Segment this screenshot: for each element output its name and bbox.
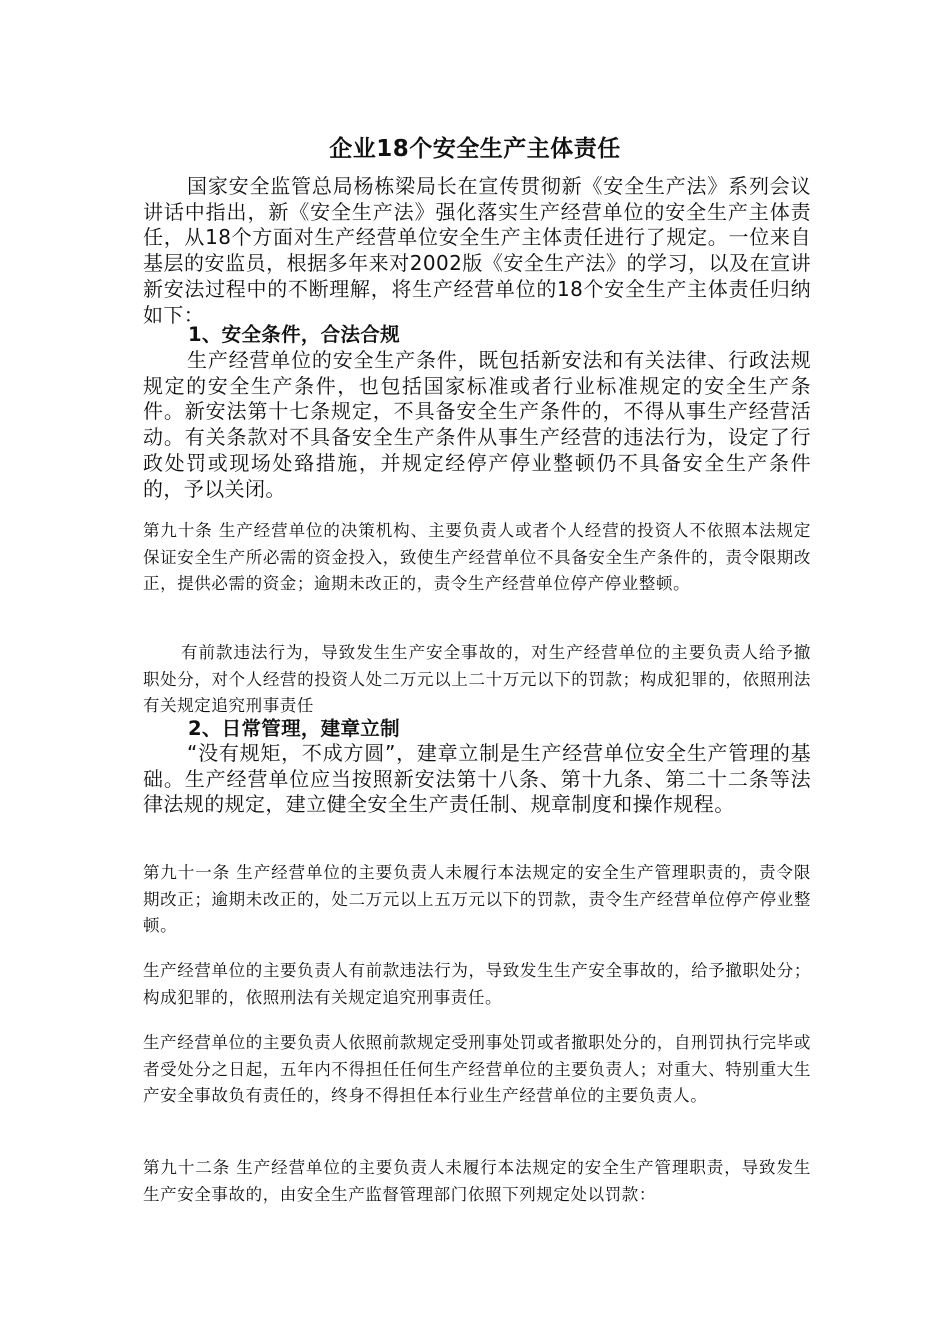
article-92-text: 第九十二条 生产经营单位的主要负责人未履行本法规定的安全生产管理职责，导致发生生产安全事故的，由安全生产监督管理部门依照下列规定处以罚款： [143,1158,811,1204]
document-title: 企业18个安全生产主体责任 [329,136,621,162]
article-91-text: 第九十一条 生产经营单位的主要负责人未履行本法规定的安全生产管理职责的，责令限期改正；逾期未改正的，处二万元以上五万元以下的罚款，责令生产经营单位停产停业整顿。 [143,863,811,935]
section-2-body: “没有规矩，不成方圆”，建章立制是生产经营单位安全生产管理的基础。生产经营单位应当按照新安法第十八条、第十九条、第二十二条等法律法规的规定，建立健全安全生产责任制、规章制度和操作规程。 [143,741,811,817]
article-90-text: 第九十条 生产经营单位的决策机构、主要负责人或者个人经营的投资人不依照本法规定保证安全生产所必需的资金投入，致使生产经营单位不具备安全生产条件的，责令限期改正，提供必需的资金；逾期未改正的，责令生产经营单位停产停业整顿。 [143,521,811,593]
section-2-heading: 2、日常管理，建章立制 [188,717,400,740]
article-91-clause-2: 生产经营单位的主要负责人有前款违法行为，导致发生生产安全事故的，给予撤职处分；构成犯罪的，依照刑法有关规定追究刑事责任。 [143,961,811,1007]
section-1-heading: 1、安全条件，合法合规 [188,323,400,346]
article-90-clause-2: 有前款违法行为，导致发生生产安全事故的，对生产经营单位的主要负责人给予撤职处分，对个人经营的投资人处二万元以上二十万元以下的罚款；构成犯罪的，依照刑法有关规定追究刑事责任 [143,643,811,715]
article-91-clause-3: 生产经营单位的主要负责人依照前款规定受刑事处罚或者撤职处分的，自刑罚执行完毕或者受处分之日起，五年内不得担任任何生产经营单位的主要负责人；对重大、特别重大生产安全事故负有责任的，终身不得担任本行业生产经营单位的主要负责人。 [143,1033,811,1105]
intro-paragraph: 国家安全监管总局杨栋梁局长在宣传贯彻新《安全生产法》系列会议讲话中指出，新《安全生产法》强化落实生产经营单位的安全生产主体责任，从18个方面对生产经营单位安全生产主体责任进行了规定。一位来自基层的安监员，根据多年来对2002版《安全生产法》的学习，以及在宣讲新安法过程中的不断理解，将生产经营单位的18个安全生产主体责任归纳如下： [143,174,811,327]
section-1-body: 生产经营单位的安全生产条件，既包括新安法和有关法律、行政法规规定的安全生产条件，也包括国家标准或者行业标准规定的安全生产条件。新安法第十七条规定，不具备安全生产条件的，不得从事生产经营活动。有关条款对不具备安全生产条件从事生产经营的违法行为，设定了行政处罚或现场处臵措施，并规定经停产停业整顿仍不具备安全生产条件的，予以关闭。 [143,348,811,501]
